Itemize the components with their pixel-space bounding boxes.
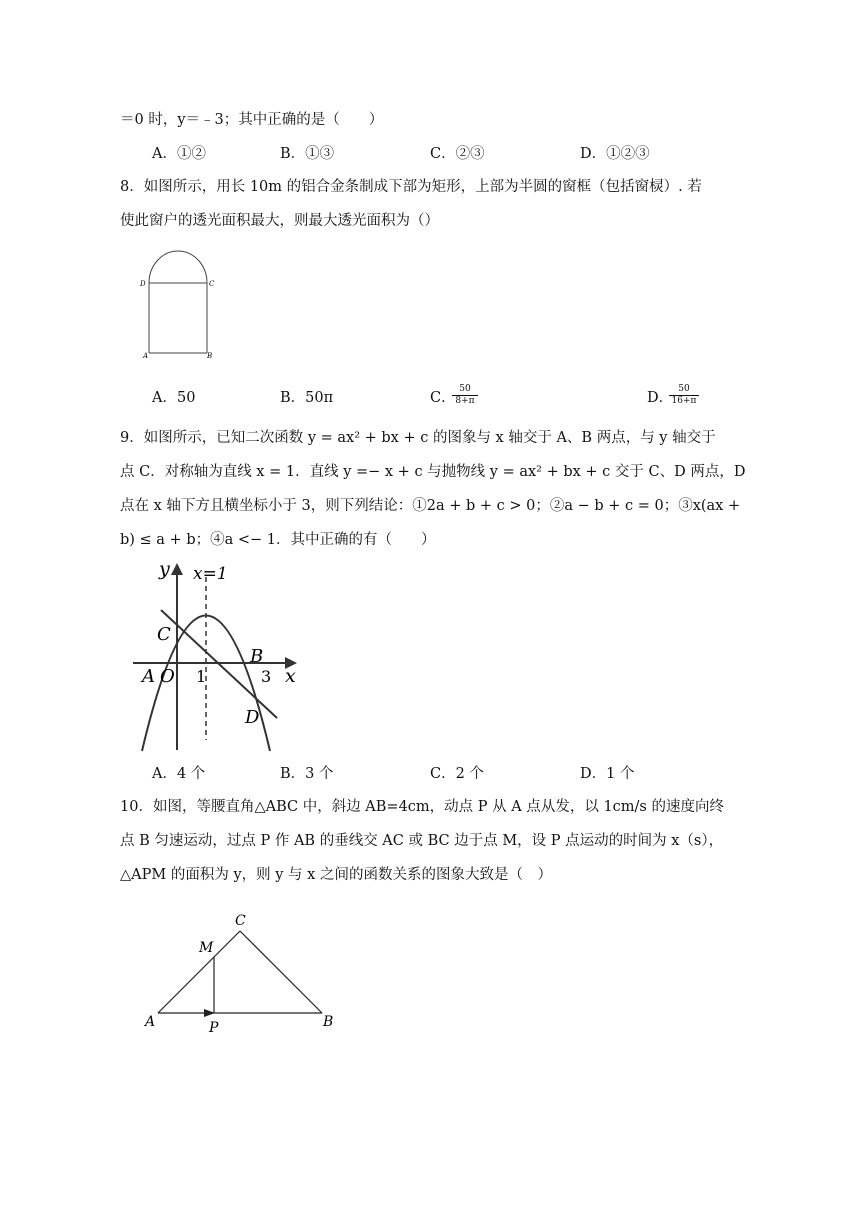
- fraction-denominator: 8+π: [452, 395, 478, 407]
- label-a: A: [145, 1014, 156, 1030]
- label-b: B: [323, 1014, 334, 1030]
- q10-text-line3: △APM 的面积为 y，则 y 与 x 之间的函数关系的图象大致是（ ）: [120, 867, 552, 883]
- window-arch: [149, 251, 207, 283]
- label-x: x: [285, 665, 296, 687]
- label-p: P: [209, 1020, 219, 1036]
- label-x-eq-1: x=1: [193, 564, 228, 584]
- p-arrow: [204, 1009, 215, 1017]
- label-c: C: [235, 913, 246, 929]
- q9-text-line3: 点在 x 轴下方且横坐标小于 3，则下列结论：①2a + b + c > 0；②a − b + c = 0；③x(ax +: [120, 498, 741, 514]
- fraction-numerator: 50: [459, 384, 471, 394]
- label-b: B: [207, 352, 213, 360]
- label-y: y: [159, 558, 170, 580]
- q9-option-c: C．2 个: [430, 766, 484, 782]
- q9-option-a: A．4 个: [152, 766, 206, 782]
- q8-option-c: C．: [430, 390, 456, 406]
- q7-text-tail: ＝0 时，y＝﹣3；其中正确的是（ ）: [120, 112, 384, 128]
- q10-triangle-figure: [140, 908, 350, 1038]
- q7-option-d: D．①②③: [580, 146, 650, 162]
- q9-option-b: B．3 个: [280, 766, 334, 782]
- label-c: C: [209, 280, 215, 288]
- fraction-numerator: 50: [678, 384, 690, 394]
- label-o: O: [160, 666, 175, 687]
- label-m: M: [199, 940, 214, 956]
- q9-text-line1: 9．如图所示，已知二次函数 y = ax² + bx + c 的图象与 x 轴交于 A、B 两点，与 y 轴交于: [120, 430, 716, 446]
- q8-option-b: B．50π: [280, 390, 334, 406]
- label-d: D: [140, 280, 146, 288]
- q8-option-d: D．: [647, 390, 674, 406]
- q8-option-c-fraction: [452, 384, 478, 407]
- q8-text-line1: 8．如图所示，用长 10m 的铝合金条制成下部为矩形，上部为半圆的窗框（包括窗棂）. 若: [120, 179, 702, 195]
- label-a: A: [142, 666, 155, 687]
- q8-option-d-fraction: [669, 384, 699, 407]
- q9-text-line2: 点 C．对称轴为直线 x = 1．直线 y =− x + c 与抛物线 y = ax² + bx + c 交于 C、D 两点，D: [120, 464, 746, 480]
- q9-text-line4: b) ≤ a + b；④a <− 1．其中正确的有（ ）: [120, 532, 436, 548]
- q7-option-b: B．①③: [280, 146, 335, 162]
- q7-option-c: C．②③: [430, 146, 485, 162]
- label-c: C: [157, 624, 171, 645]
- q8-text-line2: 使此窗户的透光面积最大，则最大透光面积为（）: [120, 213, 439, 229]
- label-d: D: [245, 707, 260, 728]
- fraction-denominator: 16+π: [669, 395, 699, 407]
- label-a: A: [143, 352, 149, 360]
- q10-text-line2: 点 B 匀速运动，过点 P 作 AB 的垂线交 AC 或 BC 边于点 M，设 P 点运动的时间为 x（s），: [120, 833, 724, 849]
- q7-option-a: A．①②: [152, 146, 206, 162]
- q9-option-d: D．1 个: [580, 766, 635, 782]
- label-3: 3: [261, 667, 272, 686]
- label-b: B: [250, 646, 264, 667]
- q9-graph-figure: [125, 555, 310, 755]
- q10-text-line1: 10．如图，等腰直角△ABC 中，斜边 AB=4cm，动点 P 从 A 点从发，以 1cm/s 的速度向终: [120, 799, 724, 815]
- side-bc: [240, 931, 322, 1013]
- q8-window-figure: [135, 245, 225, 370]
- y-axis-arrow: [171, 563, 183, 575]
- q8-option-a: A．50: [152, 390, 196, 406]
- label-1: 1: [196, 667, 207, 686]
